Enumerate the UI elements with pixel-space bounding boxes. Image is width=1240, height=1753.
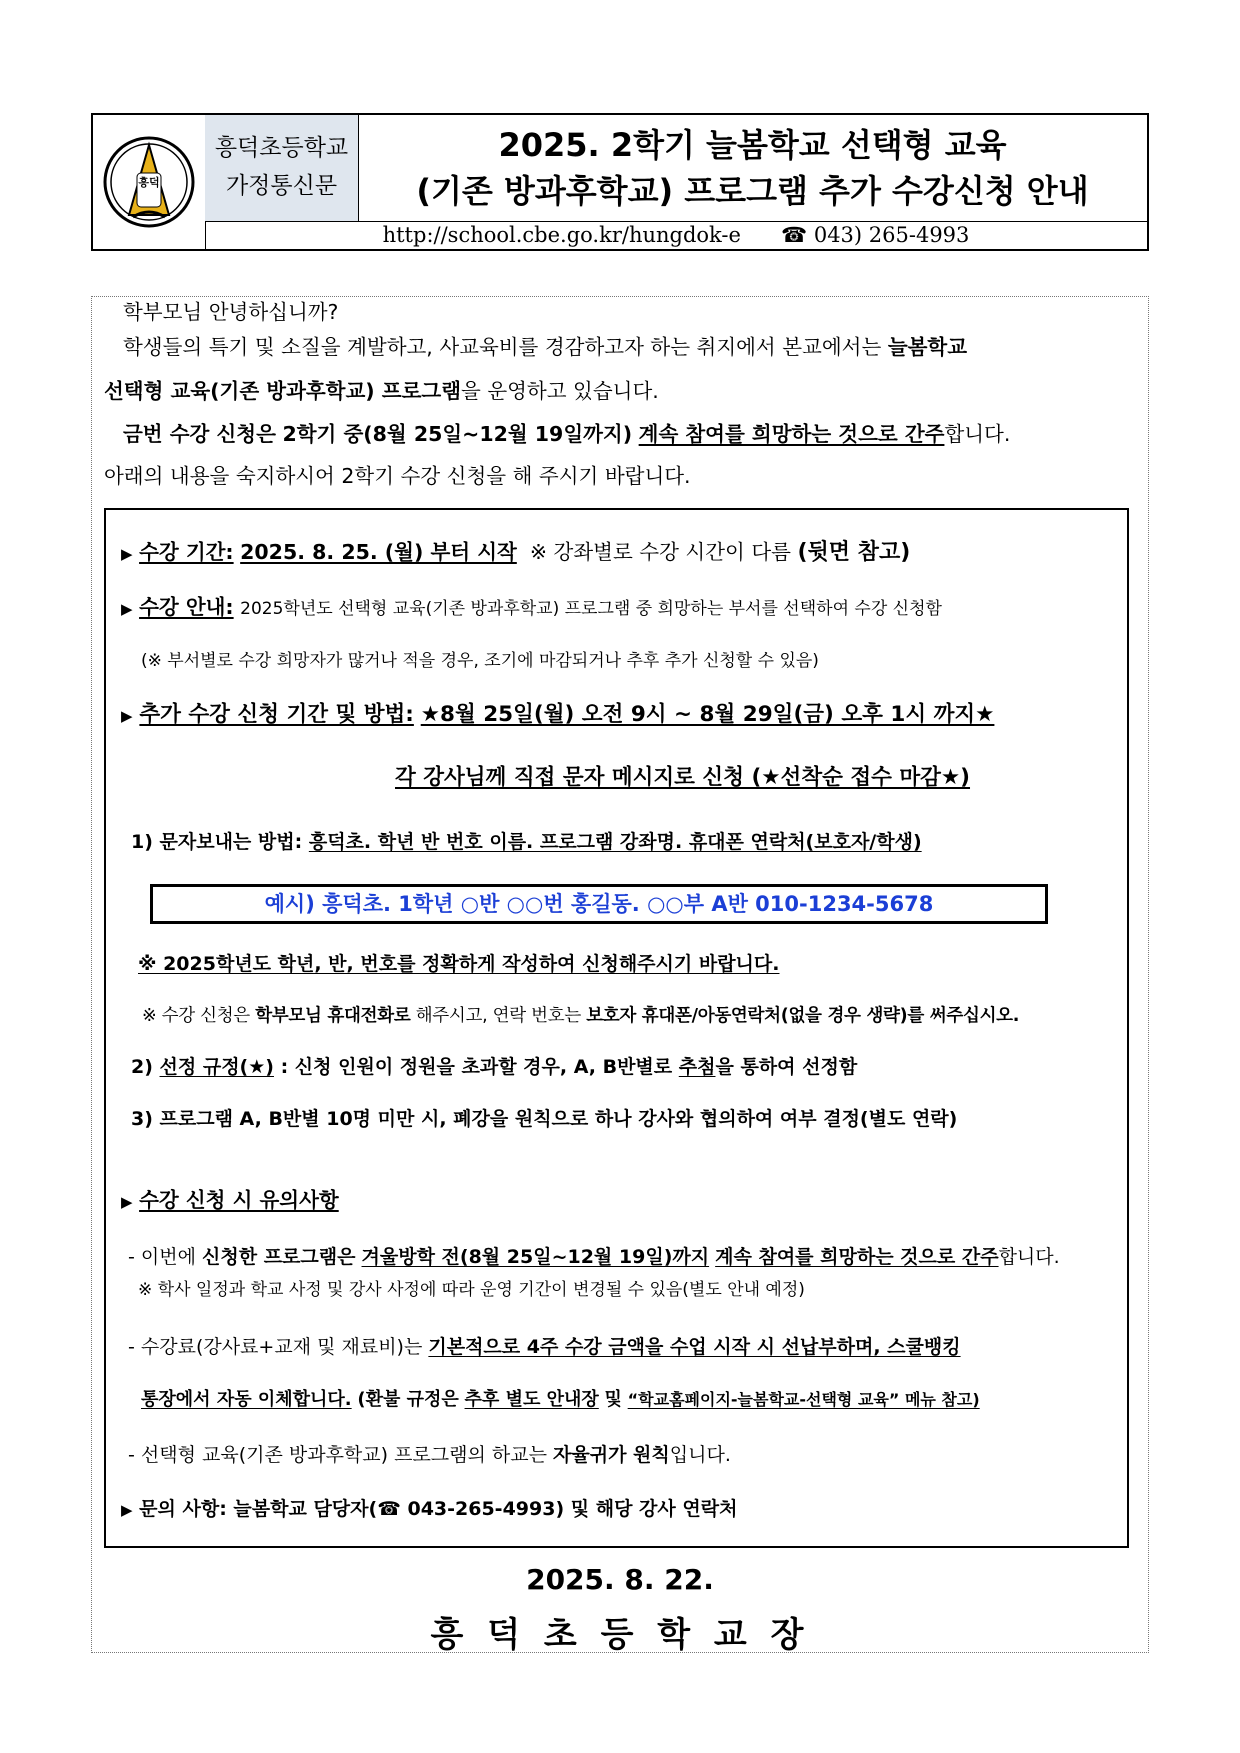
caution2-cont [141, 1385, 980, 1415]
c1-e: 합니다. [998, 1246, 1060, 1268]
arrow-icon: ▶ [121, 707, 133, 725]
rule2-text: : 신청 인원이 정원을 초과할 경우, A, B반별로 [280, 1056, 673, 1078]
guide-line [121, 592, 942, 624]
rule2-num: 2) [131, 1056, 153, 1078]
logo-cell [93, 115, 206, 249]
c2-c: 통장에서 자동 이체합니다. [141, 1389, 352, 1410]
sms-label: 1) 문자보내는 방법: [131, 831, 303, 853]
note2-a: ※ 수강 신청은 [142, 1006, 250, 1026]
intro-p2-text: 을 운영하고 있습니다. [461, 379, 659, 403]
contact-line [205, 221, 1147, 249]
caution1 [128, 1242, 1060, 1272]
intro-p3-a: 금번 수강 신청은 [123, 422, 276, 446]
arrow-icon: ▶ [121, 1193, 133, 1211]
period-line [121, 537, 910, 569]
title-line1: 2025. 2학기 늘봄학교 선택형 교육 [498, 126, 1007, 164]
c3-c: 입니다. [669, 1444, 731, 1466]
caution-heading [121, 1185, 339, 1217]
contact-text: 문의 사항: 늘봄학교 담당자(☎ 043-265-4993) 및 해당 강사 연락처 [139, 1498, 738, 1520]
c2-g: “학교홈페이지-늘봄학교-선택형 교육” 메뉴 참고) [627, 1390, 980, 1409]
rule2-end: 을 통하여 선정함 [715, 1056, 858, 1078]
arrow-icon: ▶ [121, 545, 133, 563]
title-cell [358, 115, 1147, 222]
period-value: 2025. 8. 25. (월) 부터 시작 [240, 540, 517, 564]
newsletter-label: 가정통신문 [225, 173, 338, 199]
apply-line [121, 700, 994, 731]
intro-p3 [123, 419, 1010, 449]
guide-label: 수강 안내: [139, 595, 234, 619]
note2 [142, 1001, 1019, 1031]
intro-p1 [123, 332, 967, 362]
intro-p1-text: 학생들의 특기 및 소질을 계발하고, 사교육비를 경감하고자 하는 취지에서 본교에서는 [123, 335, 882, 359]
caution1-note: ※ 학사 일정과 학교 사정 및 강사 사정에 따라 운영 기간이 변경될 수 있음(별도 안내 예정) [138, 1280, 805, 1300]
newsletter-header [91, 113, 1149, 251]
example-box: 예시) 흥덕초. 1학년 ○반 ○○번 홍길동. ○○부 A반 010-1234-5678 [150, 884, 1048, 924]
sms-line [131, 827, 922, 857]
c1-b: 신청한 프로그램은 [202, 1246, 356, 1268]
c2-f: 및 [604, 1389, 622, 1410]
arrow-icon: ▶ [121, 600, 133, 618]
arrow-icon: ▶ [121, 1501, 133, 1519]
c3-a: - 선택형 교육(기존 방과후학교) 프로그램의 하교는 [128, 1444, 547, 1466]
rule2 [131, 1052, 857, 1082]
school-name: 흥덕초등학교 [214, 135, 349, 161]
greeting: 학부모님 안녕하십니까? [123, 300, 339, 324]
apply-label: 추가 수강 신청 기간 및 방법: [139, 702, 414, 727]
sms-format: 흥덕초. 학년 반 번호 이름. 프로그램 강좌명. 휴대폰 연락처(보호자/학생) [308, 831, 922, 853]
caution2 [128, 1332, 961, 1362]
guide-text: 2025학년도 선택형 교육(기존 방과후학교) 프로그램 중 희망하는 부서를 선택하여 수강 신청함 [240, 599, 942, 619]
apply-period: ★8월 25일(월) 오전 9시 ~ 8월 29일(금) 오후 1시 까지★ [420, 702, 995, 727]
apply-method: 각 강사님께 직접 문자 메시지로 신청 (★선착순 접수 마감★) [395, 765, 971, 790]
period-label: 수강 기간: [139, 540, 234, 564]
c3-b: 자율귀가 원칙 [553, 1444, 670, 1466]
intro-p3-c: 계속 참여를 희망하는 것으로 간주 [638, 422, 945, 446]
note2-c: 해주시고, 연락 번호는 [415, 1006, 581, 1026]
rule2-lottery: 추첨 [678, 1056, 716, 1078]
principal-sign: 흥 덕 초 등 학 교 장 [430, 1615, 810, 1655]
period-note: ※ 강좌별로 수강 시간이 다름 [529, 540, 791, 564]
logo-text: 흥덕 [138, 176, 160, 189]
note2-d: 보호자 휴대폰/아동연락처(없을 경우 생략)를 써주십시오. [586, 1006, 1020, 1026]
note1-text: ※ 2025학년도 학년, 반, 번호를 정확하게 작성하여 신청해주시기 바랍니다. [138, 953, 780, 975]
rule3: 3) 프로그램 A, B반별 10명 미만 시, 폐강을 원칙으로 하나 강사와 협의하여 여부 결정(별도 연락) [131, 1108, 958, 1130]
c1-c: 겨울방학 전(8월 25일~12월 19일)까지 [361, 1246, 710, 1268]
note1 [138, 949, 779, 979]
title-line2: (기존 방과후학교) 프로그램 추가 수강신청 안내 [416, 172, 1089, 210]
c2-e: 추후 별도 안내장 [464, 1389, 599, 1410]
intro-p1-bold: 늘봄학교 [887, 335, 968, 359]
period-ref: (뒷면 참고) [797, 540, 911, 565]
guide-note: (※ 부서별로 수강 희망자가 많거나 적을 경우, 조기에 마감되거나 추후 추가 신청할 수 있음) [141, 651, 819, 671]
c1-d: 계속 참여를 희망하는 것으로 간주 [715, 1246, 999, 1268]
rule2-label: 선정 규정(★) [159, 1056, 274, 1078]
caution-label: 수강 신청 시 유의사항 [139, 1188, 339, 1212]
issue-date: 2025. 8. 22. [526, 1563, 714, 1596]
contact-line-box [121, 1494, 737, 1525]
caution3 [128, 1440, 731, 1470]
intro-p2-bold: 선택형 교육(기존 방과후학교) 프로그램 [104, 379, 461, 403]
c1-a: - 이번에 [128, 1246, 196, 1268]
intro-p4: 아래의 내용을 숙지하시어 2학기 수강 신청을 해 주시기 바랍니다. [104, 464, 691, 488]
intro-p3-d: 합니다. [944, 422, 1011, 446]
school-cell [205, 115, 359, 222]
intro-p3-b: 2학기 중(8월 25일~12월 19일까지) [282, 422, 633, 446]
c2-b: 기본적으로 4주 수강 금액을 수업 시작 시 선납부하며, 스쿨뱅킹 [428, 1336, 961, 1358]
intro-p2 [104, 376, 659, 406]
c2-a: - 수강료(강사료+교재 및 재료비)는 [128, 1336, 423, 1358]
note2-b: 학부모님 휴대전화로 [255, 1006, 411, 1026]
school-url[interactable]: http://school.cbe.go.kr/hungdok-e [382, 223, 741, 247]
c2-d: (환불 규정은 [357, 1389, 459, 1410]
school-phone: ☎ 043) 265-4993 [781, 223, 970, 247]
